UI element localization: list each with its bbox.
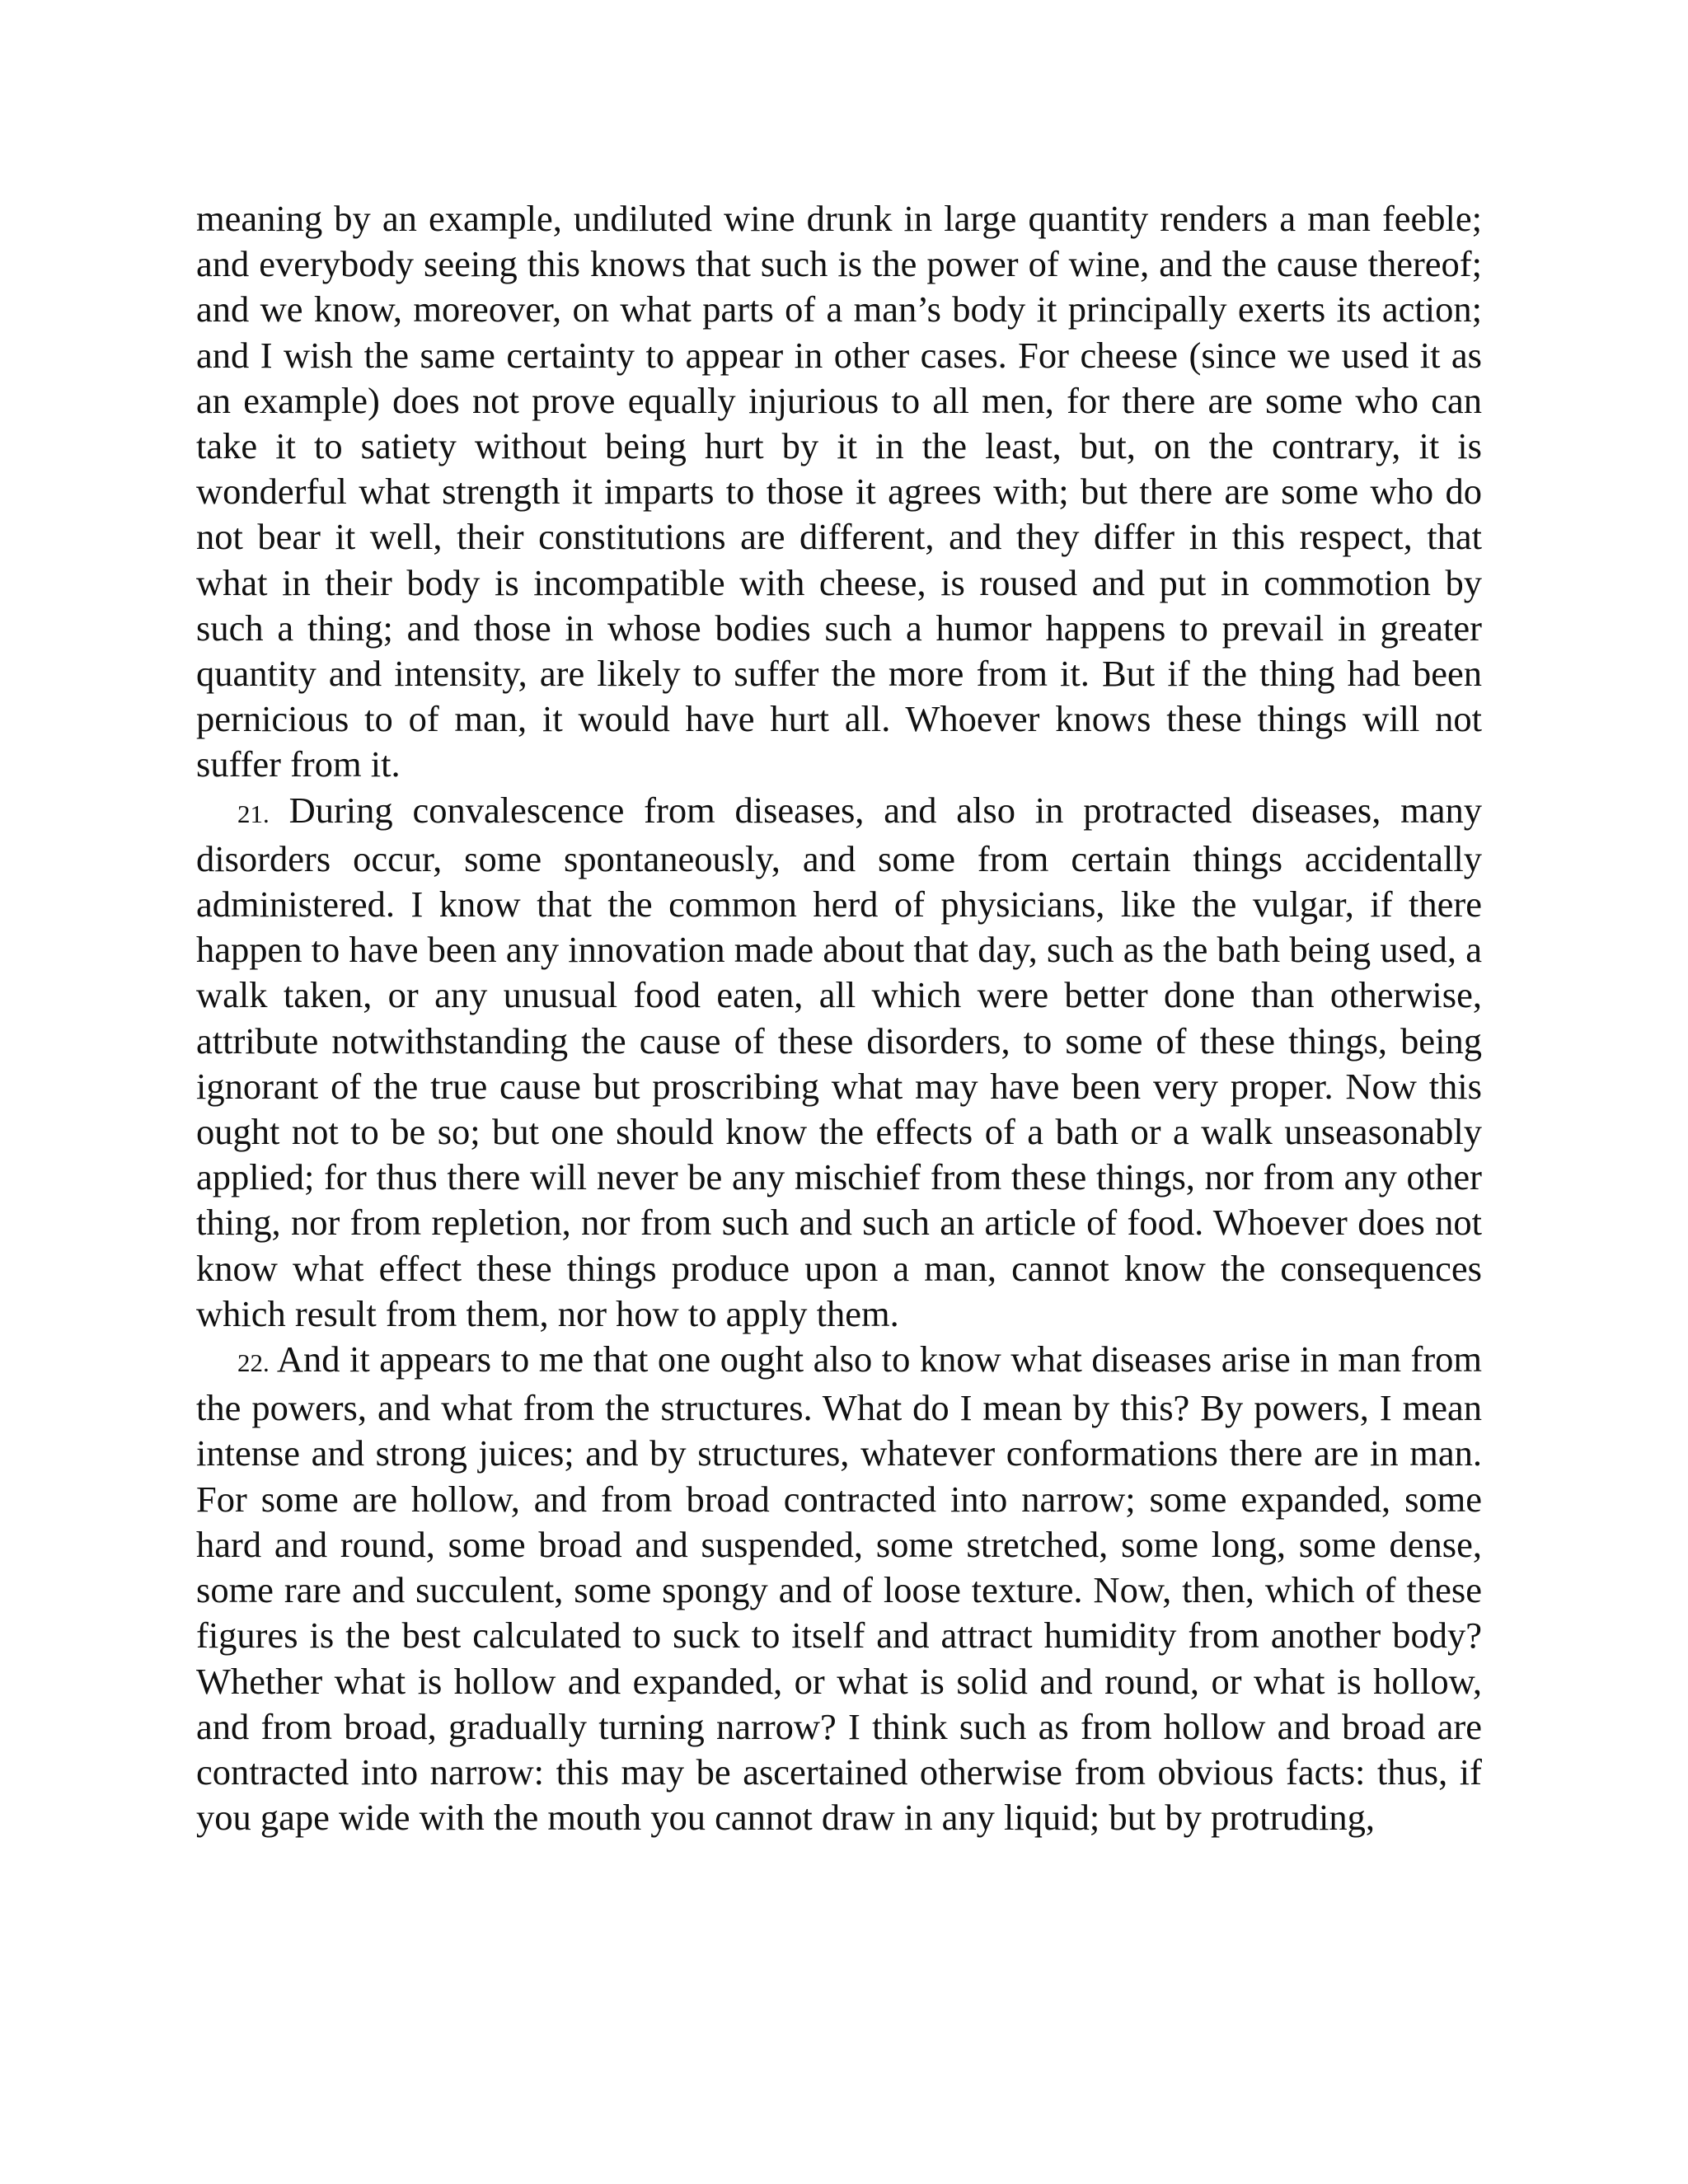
paragraph-22: [196, 1337, 1482, 1840]
paragraph-text: And it appears to me that one ought also to know what diseases arise in man from the powers, and what from the structures. What do I mean by this? By powers, I mean intense and strong juices; and by structures, whatever conformations there are in man. For some are hollow, and from broad contracted into narrow; some expanded, some hard and round, some broad and suspended, some stretched, some long, some dense, some rare and succulent, some spongy and of loose texture. Now, then, which of these figures is the best calculated to suck to itself and attract humidity from another body? Whether what is hollow and expanded, or what is solid and round, or what is hollow, and from broad, gradually turning narrow? I think such as from hollow and broad are contracted into narrow: this may be ascertained otherwise from obvious facts: thus, if you gape wide with the mouth you cannot draw in any liquid; but by protruding,: [196, 1338, 1483, 1839]
document-page: [196, 196, 1482, 1840]
paragraph-text: During convalescence from diseases, and also in protracted diseases, many disorders occur, some spontaneously, and some from certain things accidentally administered. I know that the common herd of physicians, like the vulgar, if there happen to have been any innovation made about that day, such as the bath being used, a walk taken, or any unusual food eaten, all which were better done than otherwise, attribute notwithstanding the cause of these disorders, to some of these things, being ignorant of the true cause but proscribing what may have been very proper. Now this ought not to be so; but one should know the effects of a bath or a walk unseasonably applied; for thus there will never be any mischief from these things, nor from any other thing, nor from repletion, nor from such and such an article of food. Whoever does not know what effect these things produce upon a man, cannot know the consequences which result from them, nor how to apply them.: [196, 789, 1482, 1334]
paragraph-21: [196, 788, 1482, 1337]
paragraph-number: 22.: [237, 1348, 270, 1378]
paragraph-continued: [196, 196, 1482, 788]
paragraph-text: meaning by an example, undiluted wine drunk in large quantity renders a man feeble; and everybody seeing this knows that such is the power of wine, and the cause thereof; and we know, moreover, on what parts of a man’s body it principally exerts its action; and I wish the same certainty to appear in other cases. For cheese (since we used it as an example) does not prove equally injurious to all men, for there are some who can take it to satiety without being hurt by it in the least, but, on the contrary, it is wonderful what strength it imparts to those it agrees with; but there are some who do not bear it well, their constitutions are different, and they differ in this respect, that what in their body is incompatible with cheese, is roused and put in commotion by such a thing; and those in whose bodies such a humor happens to prevail in greater quantity and intensity, are likely to suffer the more from it. But if the thing had been pernicious to of man, it would have hurt all. Whoever knows these things will not suffer from it.: [196, 198, 1482, 785]
paragraph-number: 21.: [237, 799, 270, 828]
